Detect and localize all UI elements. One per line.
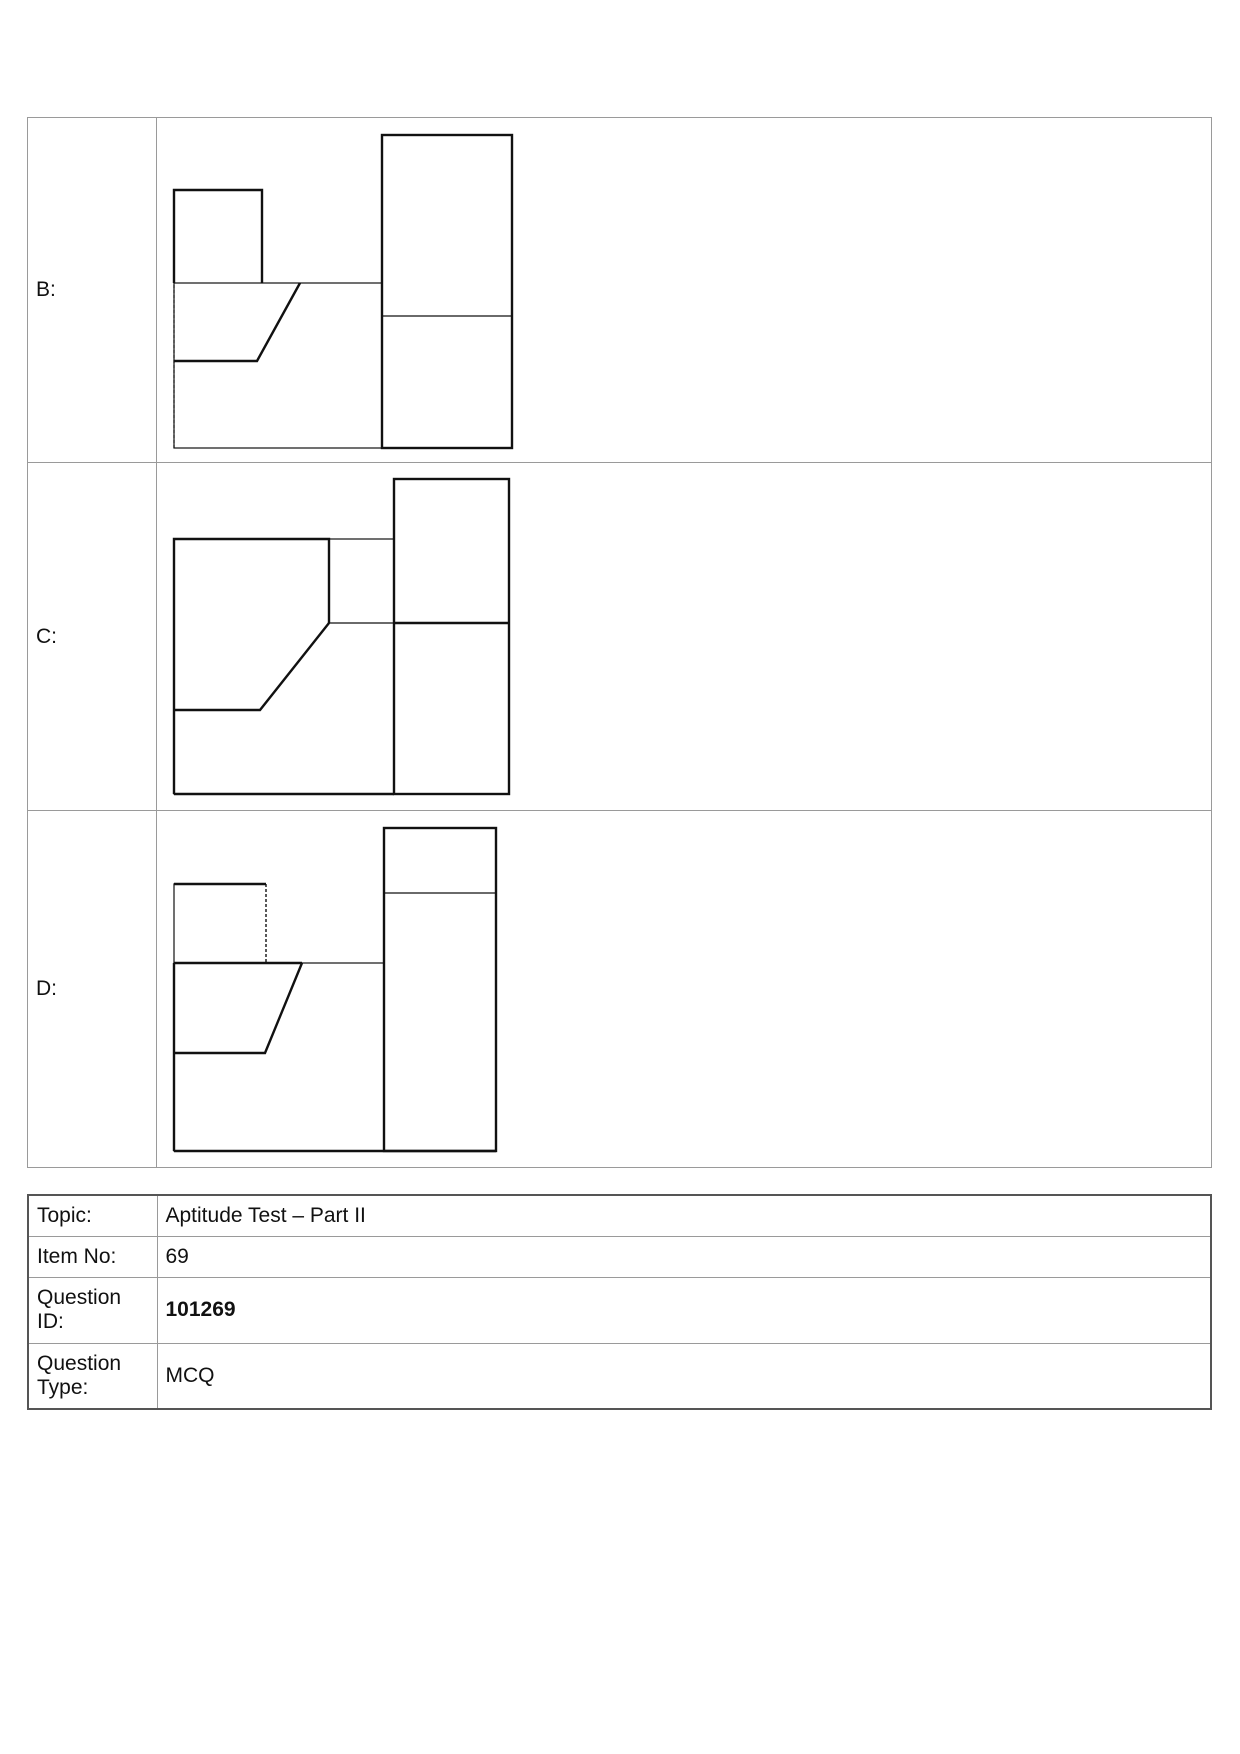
option-label: B: <box>28 118 157 463</box>
item-no-label: Item No: <box>28 1236 157 1277</box>
topic-value: Aptitude Test – Part II <box>157 1195 1211 1236</box>
option-row-b <box>28 118 1212 463</box>
question-id-label: Question ID: <box>28 1277 157 1343</box>
option-label: C: <box>28 463 157 811</box>
metadata-row-topic <box>28 1195 1211 1236</box>
option-row-d <box>28 811 1212 1168</box>
item-no-value: 69 <box>157 1236 1211 1277</box>
metadata-row-question-type <box>28 1343 1211 1409</box>
topic-label: Topic: <box>28 1195 157 1236</box>
question-type-label: Question Type: <box>28 1343 157 1409</box>
metadata-row-item <box>28 1236 1211 1277</box>
question-type-value: MCQ <box>157 1343 1211 1409</box>
option-figure-cell[interactable] <box>157 463 1212 811</box>
option-c-figure <box>157 463 1212 810</box>
question-metadata-table <box>27 1194 1212 1410</box>
option-figure-cell[interactable] <box>157 811 1212 1168</box>
option-d-figure <box>157 811 1212 1167</box>
answer-options-table <box>27 117 1212 1168</box>
metadata-row-question-id <box>28 1277 1211 1343</box>
option-label: D: <box>28 811 157 1168</box>
option-b-figure <box>157 118 1212 462</box>
option-figure-cell[interactable] <box>157 118 1212 463</box>
option-row-c <box>28 463 1212 811</box>
question-id-value: 101269 <box>157 1277 1211 1343</box>
